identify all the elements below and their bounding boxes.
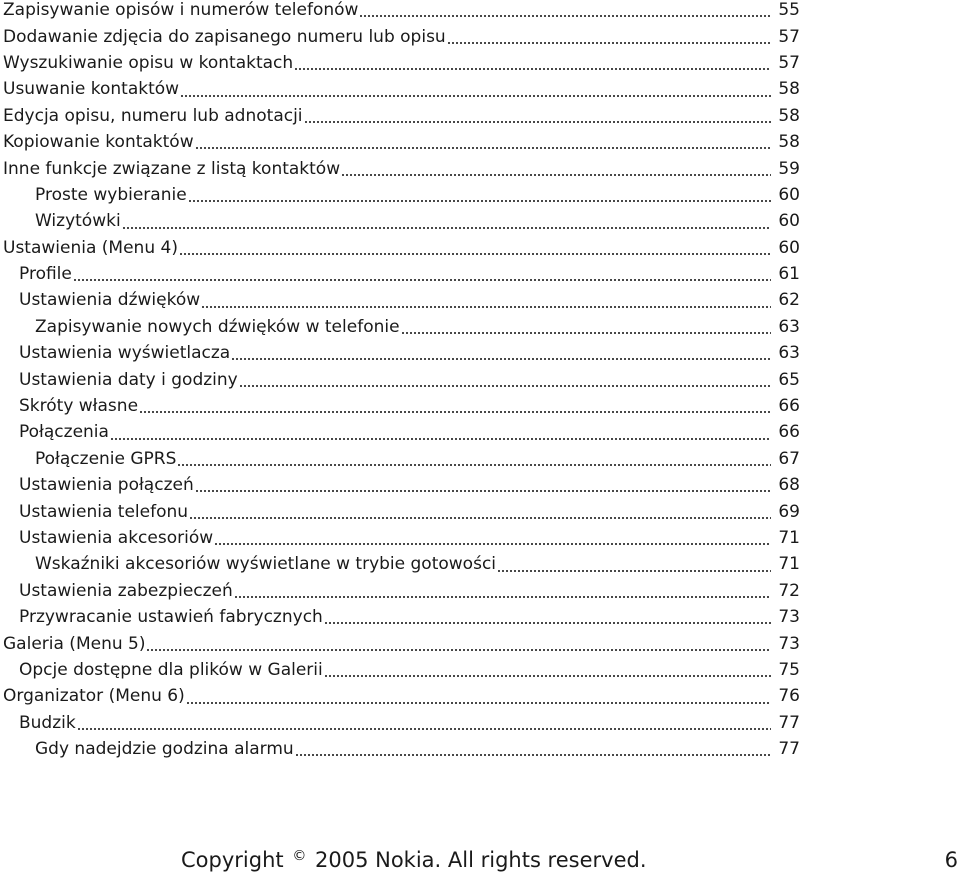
- toc-entry-title: Ustawienia wyświetlacza: [19, 343, 231, 364]
- dot-leader: [195, 147, 771, 149]
- toc-entry[interactable]: [0, 683, 800, 709]
- dot-leader: [234, 596, 771, 598]
- toc-entry[interactable]: [0, 340, 800, 366]
- toc-entry-title: Wyszukiwanie opisu w kontaktach: [3, 52, 294, 73]
- dot-leader: [294, 68, 771, 70]
- toc-entry[interactable]: [0, 261, 800, 287]
- dot-leader: [188, 200, 771, 202]
- toc-entry-title: Kopiowanie kontaktów: [3, 132, 194, 153]
- toc-entry-page-number: 59: [778, 158, 800, 179]
- copyright-text: 2005 Nokia. All rights reserved.: [315, 848, 647, 872]
- toc-entry-page-number: 77: [778, 712, 800, 733]
- toc-entry-title: Organizator (Menu 6): [3, 686, 185, 707]
- dot-leader: [110, 438, 771, 440]
- toc-entry[interactable]: [0, 393, 800, 419]
- dot-leader: [304, 121, 771, 123]
- toc-entry-page-number: 60: [778, 237, 800, 258]
- toc-entry-title: Ustawienia dźwięków: [19, 290, 201, 311]
- toc-entry-page-number: 62: [778, 290, 800, 311]
- toc-entry-page-number: 63: [778, 316, 800, 337]
- toc-entry[interactable]: [0, 314, 800, 340]
- toc-entry-title: Ustawienia połączeń: [19, 475, 194, 496]
- toc-entry-title: Ustawienia telefonu: [19, 501, 189, 522]
- dot-leader: [189, 517, 771, 519]
- toc-entry-title: Galeria (Menu 5): [3, 633, 146, 654]
- toc-entry-title: Przywracanie ustawień fabrycznych: [19, 607, 323, 628]
- toc-entry[interactable]: [0, 472, 800, 498]
- dot-leader: [195, 490, 771, 492]
- dot-leader: [324, 675, 771, 677]
- copyright-prefix: Copyright: [181, 848, 284, 872]
- toc-entry[interactable]: [0, 578, 800, 604]
- toc-entry-title: Ustawienia akcesoriów: [19, 528, 214, 548]
- toc-entry-title: Gdy nadejdzie godzina alarmu: [35, 739, 294, 760]
- toc-entry-page-number: 57: [778, 52, 800, 73]
- toc-entry-page-number: 63: [778, 343, 800, 364]
- toc-entry-page-number: 58: [778, 79, 800, 100]
- toc-entry-page-number: 60: [778, 211, 800, 232]
- toc-entry[interactable]: [0, 710, 800, 736]
- toc-entry-page-number: 58: [778, 105, 800, 126]
- toc-entry-title: Opcje dostępne dla plików w Galerii: [19, 659, 323, 680]
- dot-leader: [359, 15, 771, 17]
- copyright-symbol: ©: [292, 848, 307, 864]
- toc-entry-title: Połączenie GPRS: [35, 448, 177, 469]
- toc-entry-page-number: 71: [778, 554, 800, 575]
- toc-entry-title: Inne funkcje związane z listą kontaktów: [3, 158, 341, 179]
- toc-entry-page-number: 77: [778, 739, 800, 760]
- toc-entry-page-number: 61: [778, 264, 800, 285]
- dot-leader: [324, 622, 771, 624]
- toc-entry-page-number: 72: [778, 580, 800, 601]
- toc-entry-page-number: 76: [778, 686, 800, 707]
- toc-entry[interactable]: [0, 551, 800, 577]
- toc-entry-page-number: 55: [778, 0, 800, 21]
- toc-entry-page-number: 65: [778, 369, 800, 390]
- dot-leader: [231, 358, 771, 360]
- toc-entry[interactable]: [0, 50, 800, 76]
- toc-entry-page-number: 57: [778, 26, 800, 47]
- toc-entry-page-number: 73: [778, 607, 800, 628]
- toc-entry-page-number: 68: [778, 475, 800, 496]
- copyright-notice: [181, 848, 647, 872]
- toc-entry[interactable]: [0, 129, 800, 155]
- page-footer: [0, 846, 960, 878]
- toc-entry[interactable]: [0, 208, 800, 234]
- toc-entry-title: Wizytówki: [35, 211, 121, 232]
- dot-leader: [146, 649, 771, 651]
- toc-entry[interactable]: [0, 76, 800, 102]
- toc-entry-title: Połączenia: [19, 422, 109, 443]
- toc-entry[interactable]: [0, 604, 800, 630]
- toc-entry[interactable]: [0, 103, 800, 129]
- toc-entry[interactable]: [0, 446, 800, 472]
- toc-entry-page-number: 71: [778, 528, 800, 548]
- toc-entry-title: Zapisywanie nowych dźwięków w telefonie: [35, 316, 400, 337]
- toc-entry-page-number: 66: [778, 422, 800, 443]
- dot-leader: [341, 174, 771, 176]
- dot-leader: [295, 754, 771, 756]
- toc-entry[interactable]: [0, 736, 800, 762]
- toc-entry-title: Zapisywanie opisów i numerów telefonów: [3, 0, 359, 21]
- toc-entry[interactable]: [0, 419, 800, 445]
- toc-entry[interactable]: [0, 525, 800, 551]
- dot-leader: [239, 385, 771, 387]
- toc-entry-title: Usuwanie kontaktów: [3, 79, 180, 100]
- dot-leader: [447, 42, 771, 44]
- dot-leader: [214, 543, 771, 545]
- dot-leader: [77, 728, 771, 730]
- toc-entry-page-number: 75: [778, 659, 800, 680]
- toc-entry[interactable]: [0, 630, 800, 656]
- toc-entry-page-number: 66: [778, 396, 800, 417]
- dot-leader: [186, 702, 771, 704]
- toc-entry-title: Wskaźniki akcesoriów wyświetlane w trybie gotowości: [35, 554, 497, 575]
- dot-leader: [139, 411, 771, 413]
- toc-entry-title: Ustawienia (Menu 4): [3, 237, 178, 258]
- dot-leader: [201, 306, 771, 308]
- toc-entry-page-number: 73: [778, 633, 800, 654]
- toc-entry[interactable]: [0, 155, 800, 181]
- dot-leader: [73, 279, 771, 281]
- toc-entry-title: Ustawienia daty i godziny: [19, 369, 238, 390]
- toc-entry[interactable]: [0, 366, 800, 392]
- toc-entry-page-number: 67: [778, 448, 800, 469]
- toc-entry-title: Edycja opisu, numeru lub adnotacji: [3, 105, 303, 126]
- toc-entry-title: Proste wybieranie: [35, 184, 187, 205]
- dot-leader: [179, 253, 771, 255]
- toc-entry[interactable]: [0, 498, 800, 524]
- dot-leader: [177, 464, 771, 466]
- toc-entry[interactable]: [0, 0, 800, 23]
- dot-leader: [122, 227, 771, 229]
- dot-leader: [497, 570, 771, 572]
- toc-entry[interactable]: [0, 235, 800, 261]
- toc-entry-page-number: 58: [778, 132, 800, 153]
- dot-leader: [180, 95, 771, 97]
- dot-leader: [401, 332, 771, 334]
- toc-entry[interactable]: [0, 287, 800, 313]
- toc-entry-title: Dodawanie zdjęcia do zapisanego numeru lub opisu: [3, 26, 446, 47]
- toc-entry-page-number: 60: [778, 184, 800, 205]
- page-number: 6: [944, 848, 958, 872]
- toc-entry[interactable]: [0, 657, 800, 683]
- toc-entry-title: Budzik: [19, 712, 76, 733]
- toc-entry[interactable]: [0, 23, 800, 49]
- toc-entry-title: Profile: [19, 264, 72, 285]
- toc-entry[interactable]: [0, 182, 800, 208]
- toc-entry-title: Skróty własne: [19, 396, 139, 417]
- toc-entry-page-number: 69: [778, 501, 800, 522]
- toc-entry-title: Ustawienia zabezpieczeń: [19, 580, 233, 601]
